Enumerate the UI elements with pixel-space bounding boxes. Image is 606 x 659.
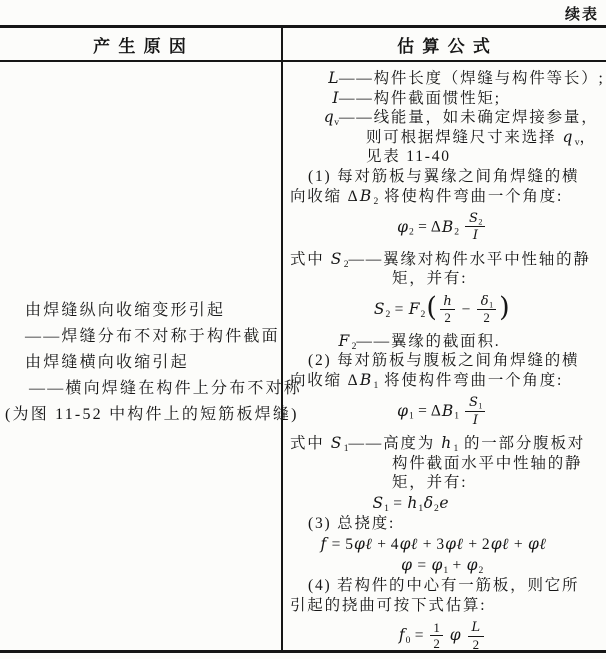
text-line: (4) 若构件的中心有一筋板，则它所: [308, 577, 580, 595]
formula-line: f = 5φℓ + 4φℓ + 3φℓ + 2φℓ + φℓ: [320, 535, 547, 554]
column-header-formula: 估 算 公 式: [397, 36, 492, 56]
symbol-definition-line: I——构件截面惯性矩;: [332, 88, 501, 107]
text-line: (1) 每对筋板与翼缘之间角焊缝的横: [308, 167, 580, 185]
symbol-definition-line: $F_2——$翼缘的截面积.: [338, 331, 501, 352]
formula-line: $\varphi_1 = \Delta B_1$ $\frac{S_1}{I}$: [290, 395, 604, 429]
cause-cell: [0, 62, 303, 650]
formula-cell: [283, 62, 606, 650]
text-line: 构件截面水平中性轴的静: [392, 454, 583, 472]
text-line: 式中 $S_1——$高度为 $h_1$ 的一部分腹板对: [290, 434, 586, 454]
formula-line: $\varphi = \varphi_1 + \varphi_2$: [401, 555, 484, 576]
text-line: 式中 $S_2——$翼缘对构件水平中性轴的静: [290, 249, 591, 270]
text-line: 向收缩 $\Delta B_2$ 将使构件弯曲一个角度:: [290, 186, 564, 207]
text-line: 矩，并有:: [392, 474, 468, 492]
text-line: 引起的挠曲可按下式估算:: [290, 596, 487, 614]
cause-line: 由焊缝纵向收缩变形引起: [25, 302, 226, 319]
formula-line: $S_1 = h_1\delta_2e$: [372, 493, 450, 514]
symbol-definition-line: L——构件长度（焊缝与构件等长）;: [328, 69, 605, 87]
cause-line: 由焊缝横向收缩引起: [25, 354, 189, 371]
cause-line: (为图 11-52 中构件上的短筋板焊缝): [5, 406, 299, 423]
text-line: 则可根据焊缝尺寸来选择 $q_v$，: [366, 127, 597, 148]
table-header-row: [0, 28, 606, 62]
text-line: (2) 每对筋板与腹板之间角焊缝的横: [308, 352, 580, 370]
text-line: 向收缩 $\Delta B_1$ 将使构件弯曲一个角度:: [290, 370, 564, 391]
text-line: 见表 11-40: [366, 148, 451, 166]
cause-line: ——焊缝分布不对称于构件截面: [25, 328, 280, 345]
formula-line: $f_0$ = $\frac{1}{2}$ φ $\frac{L}{2}$: [290, 620, 604, 650]
text-line: (3) 总挠度:: [308, 515, 396, 533]
table-body-row: [0, 62, 606, 650]
cause-line: ——横向焊缝在构件上分布不对称: [29, 380, 303, 397]
causes-formulas-table: [0, 25, 606, 653]
cause-text-block: [0, 298, 303, 428]
column-header-cause: 产 生 原 因: [0, 28, 283, 60]
formula-line: $\varphi_2 = \Delta B_2$ $\frac{S_2}{I}$: [290, 211, 604, 245]
symbol-definition-line: $q_v——$线能量，如未确定焊接参量，: [323, 108, 599, 129]
continued-table-label: 续表: [564, 7, 599, 23]
text-line: 矩，并有:: [392, 270, 468, 288]
formula-line: $S_2 = F_2$( $\frac{h}{2}$ − $\frac{\delta_1}{2}$ ): [373, 291, 510, 326]
